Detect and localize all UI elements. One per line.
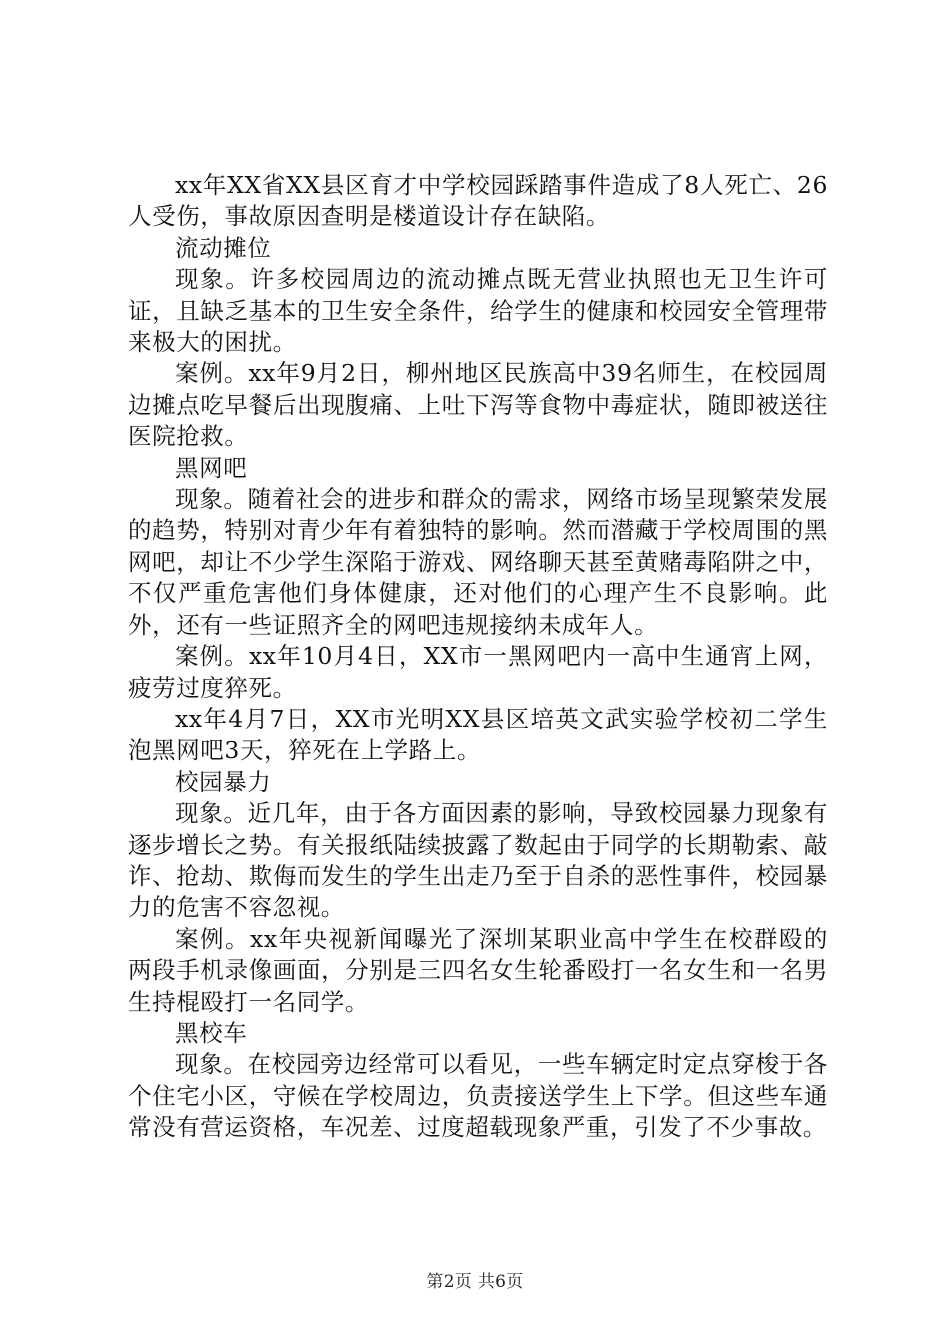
document-body xyxy=(128,170,828,1144)
paragraph-stalls-case: 案例。xx年9月2日，柳州地区民族高中39名师生，在校园周边摊点吃早餐后出现腹痛、上吐下泻等食物中毒症状，随即被送往医院抢救。 xyxy=(128,359,828,451)
paragraph-violence-case: 案例。xx年央视新闻曝光了深圳某职业高中学生在校群殴的两段手机录像画面，分别是三四名女生轮番殴打一名女生和一名男生持棍殴打一名同学。 xyxy=(128,924,828,1016)
page-number-footer: 第2页 共6页 xyxy=(426,1272,524,1292)
heading-illegal-internet-cafe: 黑网吧 xyxy=(175,453,248,482)
paragraph-internet-cafe-phenomenon: 现象。随着社会的进步和群众的需求，网络市场呈现繁荣发展的趋势，特别对青少年有着独特的影响。然而潜藏于学校周围的黑网吧，却让不少学生深陷于游戏、网络聊天甚至黄赌毒陷阱之中，不仅严重危害他们身体健康，还对他们的心理产生不良影响。此外，还有一些证照齐全的网吧违规接纳未成年人。 xyxy=(128,485,828,639)
heading-campus-violence: 校园暴力 xyxy=(175,767,272,796)
paragraph-stalls-phenomenon: 现象。许多校园周边的流动摊点既无营业执照也无卫生许可证，且缺乏基本的卫生安全条件，给学生的健康和校园安全管理带来极大的困扰。 xyxy=(128,265,828,357)
paragraph-internet-cafe-case-1: 案例。xx年10月4日，XX市一黑网吧内一高中生通宵上网，疲劳过度猝死。 xyxy=(128,642,828,702)
heading-illegal-school-bus: 黑校车 xyxy=(175,1018,248,1047)
heading-mobile-stalls: 流动摊位 xyxy=(175,233,272,262)
paragraph-school-bus-phenomenon: 现象。在校园旁边经常可以看见，一些车辆定时定点穿梭于各个住宅小区，守候在学校周边，负责接送学生上下学。但这些车通常没有营运资格，车况差、过度超载现象严重，引发了不少事故。 xyxy=(128,1050,828,1142)
paragraph-trampling-case: xx年XX省XX县区育才中学校园踩踏事件造成了8人死亡、26人受伤，事故原因查明是楼道设计存在缺陷。 xyxy=(128,171,828,231)
paragraph-violence-phenomenon: 现象。近几年，由于各方面因素的影响，导致校园暴力现象有逐步增长之势。有关报纸陆续披露了数起由于同学的长期勒索、敲诈、抢劫、欺侮而发生的学生出走乃至于自杀的恶性事件，校园暴力的危害不容忽视。 xyxy=(128,799,828,922)
paragraph-internet-cafe-case-2: xx年4月7日，XX市光明XX县区培英文武实验学校初二学生泡黑网吧3天，猝死在上学路上。 xyxy=(128,704,828,765)
